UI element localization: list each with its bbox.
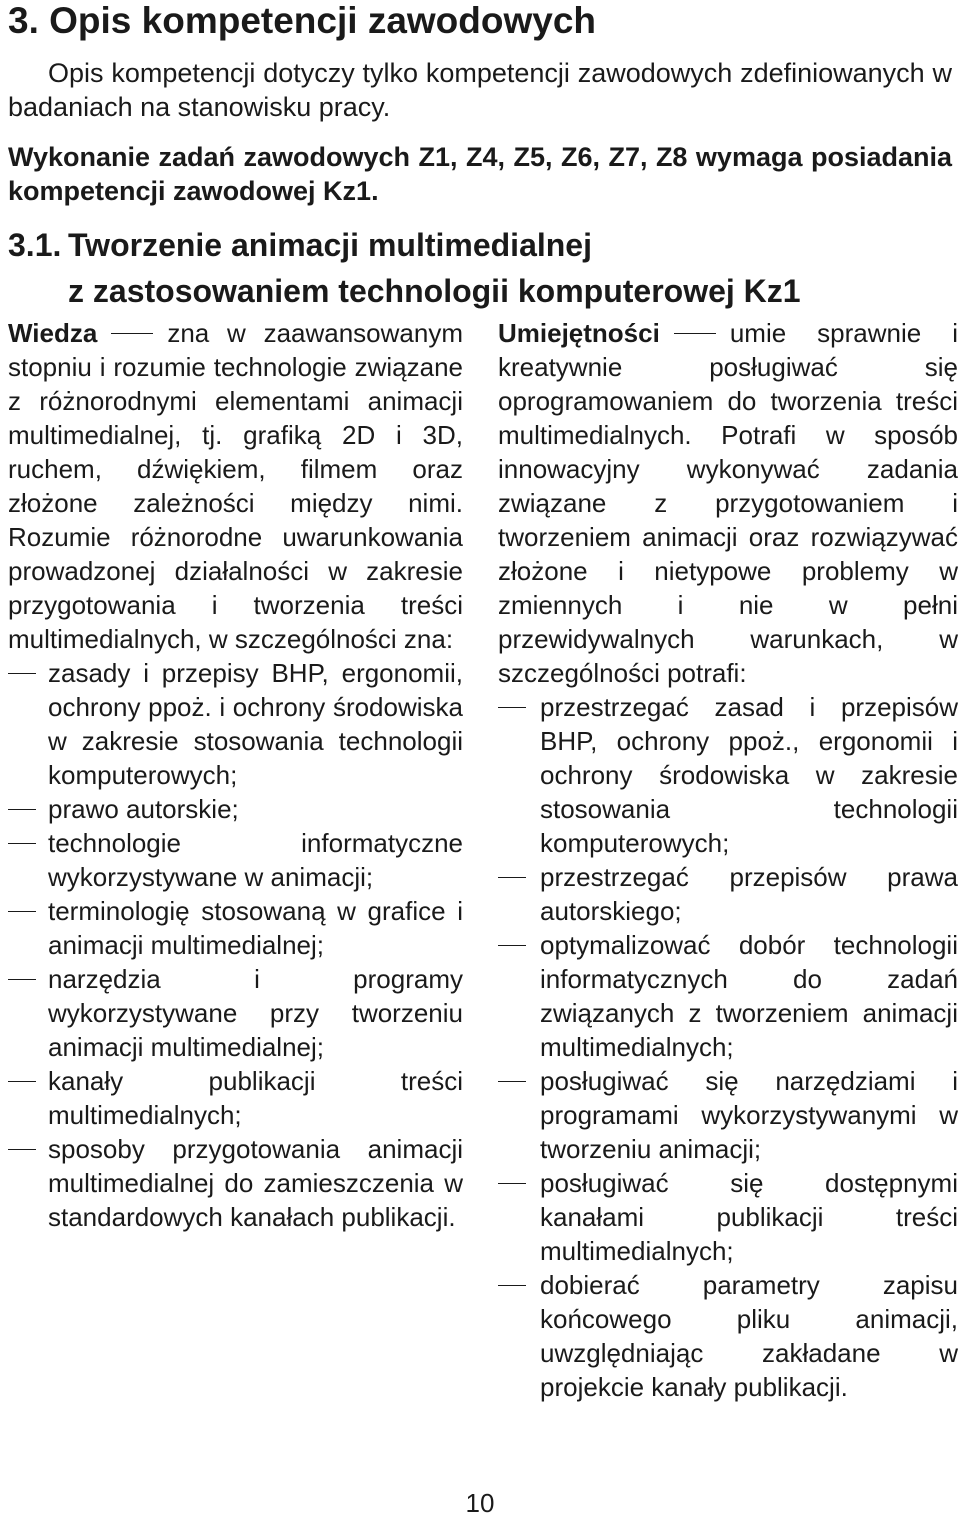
dash-icon (498, 707, 526, 708)
skills-list (498, 690, 958, 1404)
list-item-text: zasady i przepisy BHP, ergonomii, ochrony ppoż. i ochrony środowiska w zakresie stosowania technologii komputerowych; (48, 658, 463, 790)
dash-icon (498, 1285, 526, 1286)
list-item (8, 894, 463, 962)
list-item (8, 656, 463, 792)
dash-icon (8, 809, 36, 810)
dash-icon (498, 1183, 526, 1184)
dash-icon (674, 333, 716, 334)
dash-icon (498, 1081, 526, 1082)
page-number: 10 (465, 1488, 495, 1518)
dash-icon (8, 1149, 36, 1150)
list-item (498, 690, 958, 860)
list-item-text: kanały publikacji treści multimedialnych; (48, 1066, 463, 1130)
subsection-title-line1: Tworzenie animacji multimedialnej (68, 227, 592, 263)
list-item-text: technologie informatyczne wykorzystywane w animacji; (48, 828, 463, 892)
list-item-text: narzędzia i programy wykorzystywane przy tworzeniu animacji multimedialnej; (48, 964, 463, 1062)
list-item (8, 1132, 463, 1234)
dash-icon (498, 945, 526, 946)
dash-icon (498, 877, 526, 878)
skills-intro (498, 316, 958, 690)
list-item (498, 1166, 958, 1268)
list-item (498, 1064, 958, 1166)
list-item-text: optymalizować dobór technologii informatycznych do zadań związanych z tworzeniem animacji multimedialnych; (540, 930, 958, 1062)
list-item (8, 826, 463, 894)
list-item-text: posługiwać się narzędziami i programami wykorzystywanymi w tworzeniu animacji; (540, 1066, 958, 1164)
knowledge-text: zna w zaawansowanym stopniu i rozumie technologie związane z różnorodnymi elementami animacji multimedialnej, tj. grafiką 2D i 3D, ruchem, dźwiękiem, filmem oraz złożone zależności między nimi. Rozumie różnorodne uwarunkowania prowadzonej działalności w zakresie przygotowania i tworzenia treści multimedialnych, w szczególności zna: (8, 318, 463, 654)
list-item (8, 962, 463, 1064)
list-item-text: sposoby przygotowania animacji multimedialnej do zamieszczenia w standardowych kanałach publikacji. (48, 1134, 463, 1232)
dash-icon (8, 673, 36, 674)
list-item-text: terminologię stosowaną w grafice i animacji multimedialnej; (48, 896, 463, 960)
list-item (498, 860, 958, 928)
dash-icon (8, 1081, 36, 1082)
dash-icon (8, 911, 36, 912)
knowledge-column (8, 316, 463, 1234)
dash-icon (8, 979, 36, 980)
list-item-text: przestrzegać zasad i przepisów BHP, ochrony ppoż., ergonomii i ochrony środowiska w zakresie stosowania technologii komputerowych; (540, 692, 958, 858)
dash-icon (8, 843, 36, 844)
subsection-title-line2: z zastosowaniem technologii komputerowej Kz1 (68, 273, 801, 309)
list-item (8, 792, 463, 826)
list-item-text: dobierać parametry zapisu końcowego pliku animacji, uwzględniając zakładane w projekcie kanały publikacji. (540, 1270, 958, 1402)
dash-icon (111, 333, 153, 334)
knowledge-intro (8, 316, 463, 656)
knowledge-label: Wiedza (8, 318, 98, 348)
list-item (498, 928, 958, 1064)
list-item (8, 1064, 463, 1132)
subsection-number: 3.1. (8, 227, 62, 263)
skills-text: umie sprawnie i kreatywnie posługiwać się oprogramowaniem do tworzenia treści multimedialnych. Potrafi w sposób innowacyjny wykonywać zadania związane z przygotowaniem i tworzeniem animacji oraz rozwiązywać złożone i nietypowe problemy w zmiennych i nie w pełni przewidywalnych warunkach, w szczególności potrafi: (498, 318, 958, 688)
list-item-text: prawo autorskie; (48, 794, 239, 824)
skills-column (498, 316, 958, 1404)
list-item-text: posługiwać się dostępnymi kanałami publikacji treści multimedialnych; (540, 1168, 958, 1266)
knowledge-list (8, 656, 463, 1234)
intro-bold-paragraph: Wykonanie zadań zawodowych Z1, Z4, Z5, Z6, Z7, Z8 wymaga posiadania kompetencji zawodowej Kz1. (8, 142, 952, 206)
list-item (498, 1268, 958, 1404)
intro-paragraph: Opis kompetencji dotyczy tylko kompetencji zawodowych zdefiniowanych w badaniach na stanowisku pracy. (8, 58, 952, 122)
section-heading: 3. Opis kompetencji zawodowych (8, 0, 597, 41)
skills-label: Umiejętności (498, 318, 660, 348)
list-item-text: przestrzegać przepisów prawa autorskiego; (540, 862, 958, 926)
